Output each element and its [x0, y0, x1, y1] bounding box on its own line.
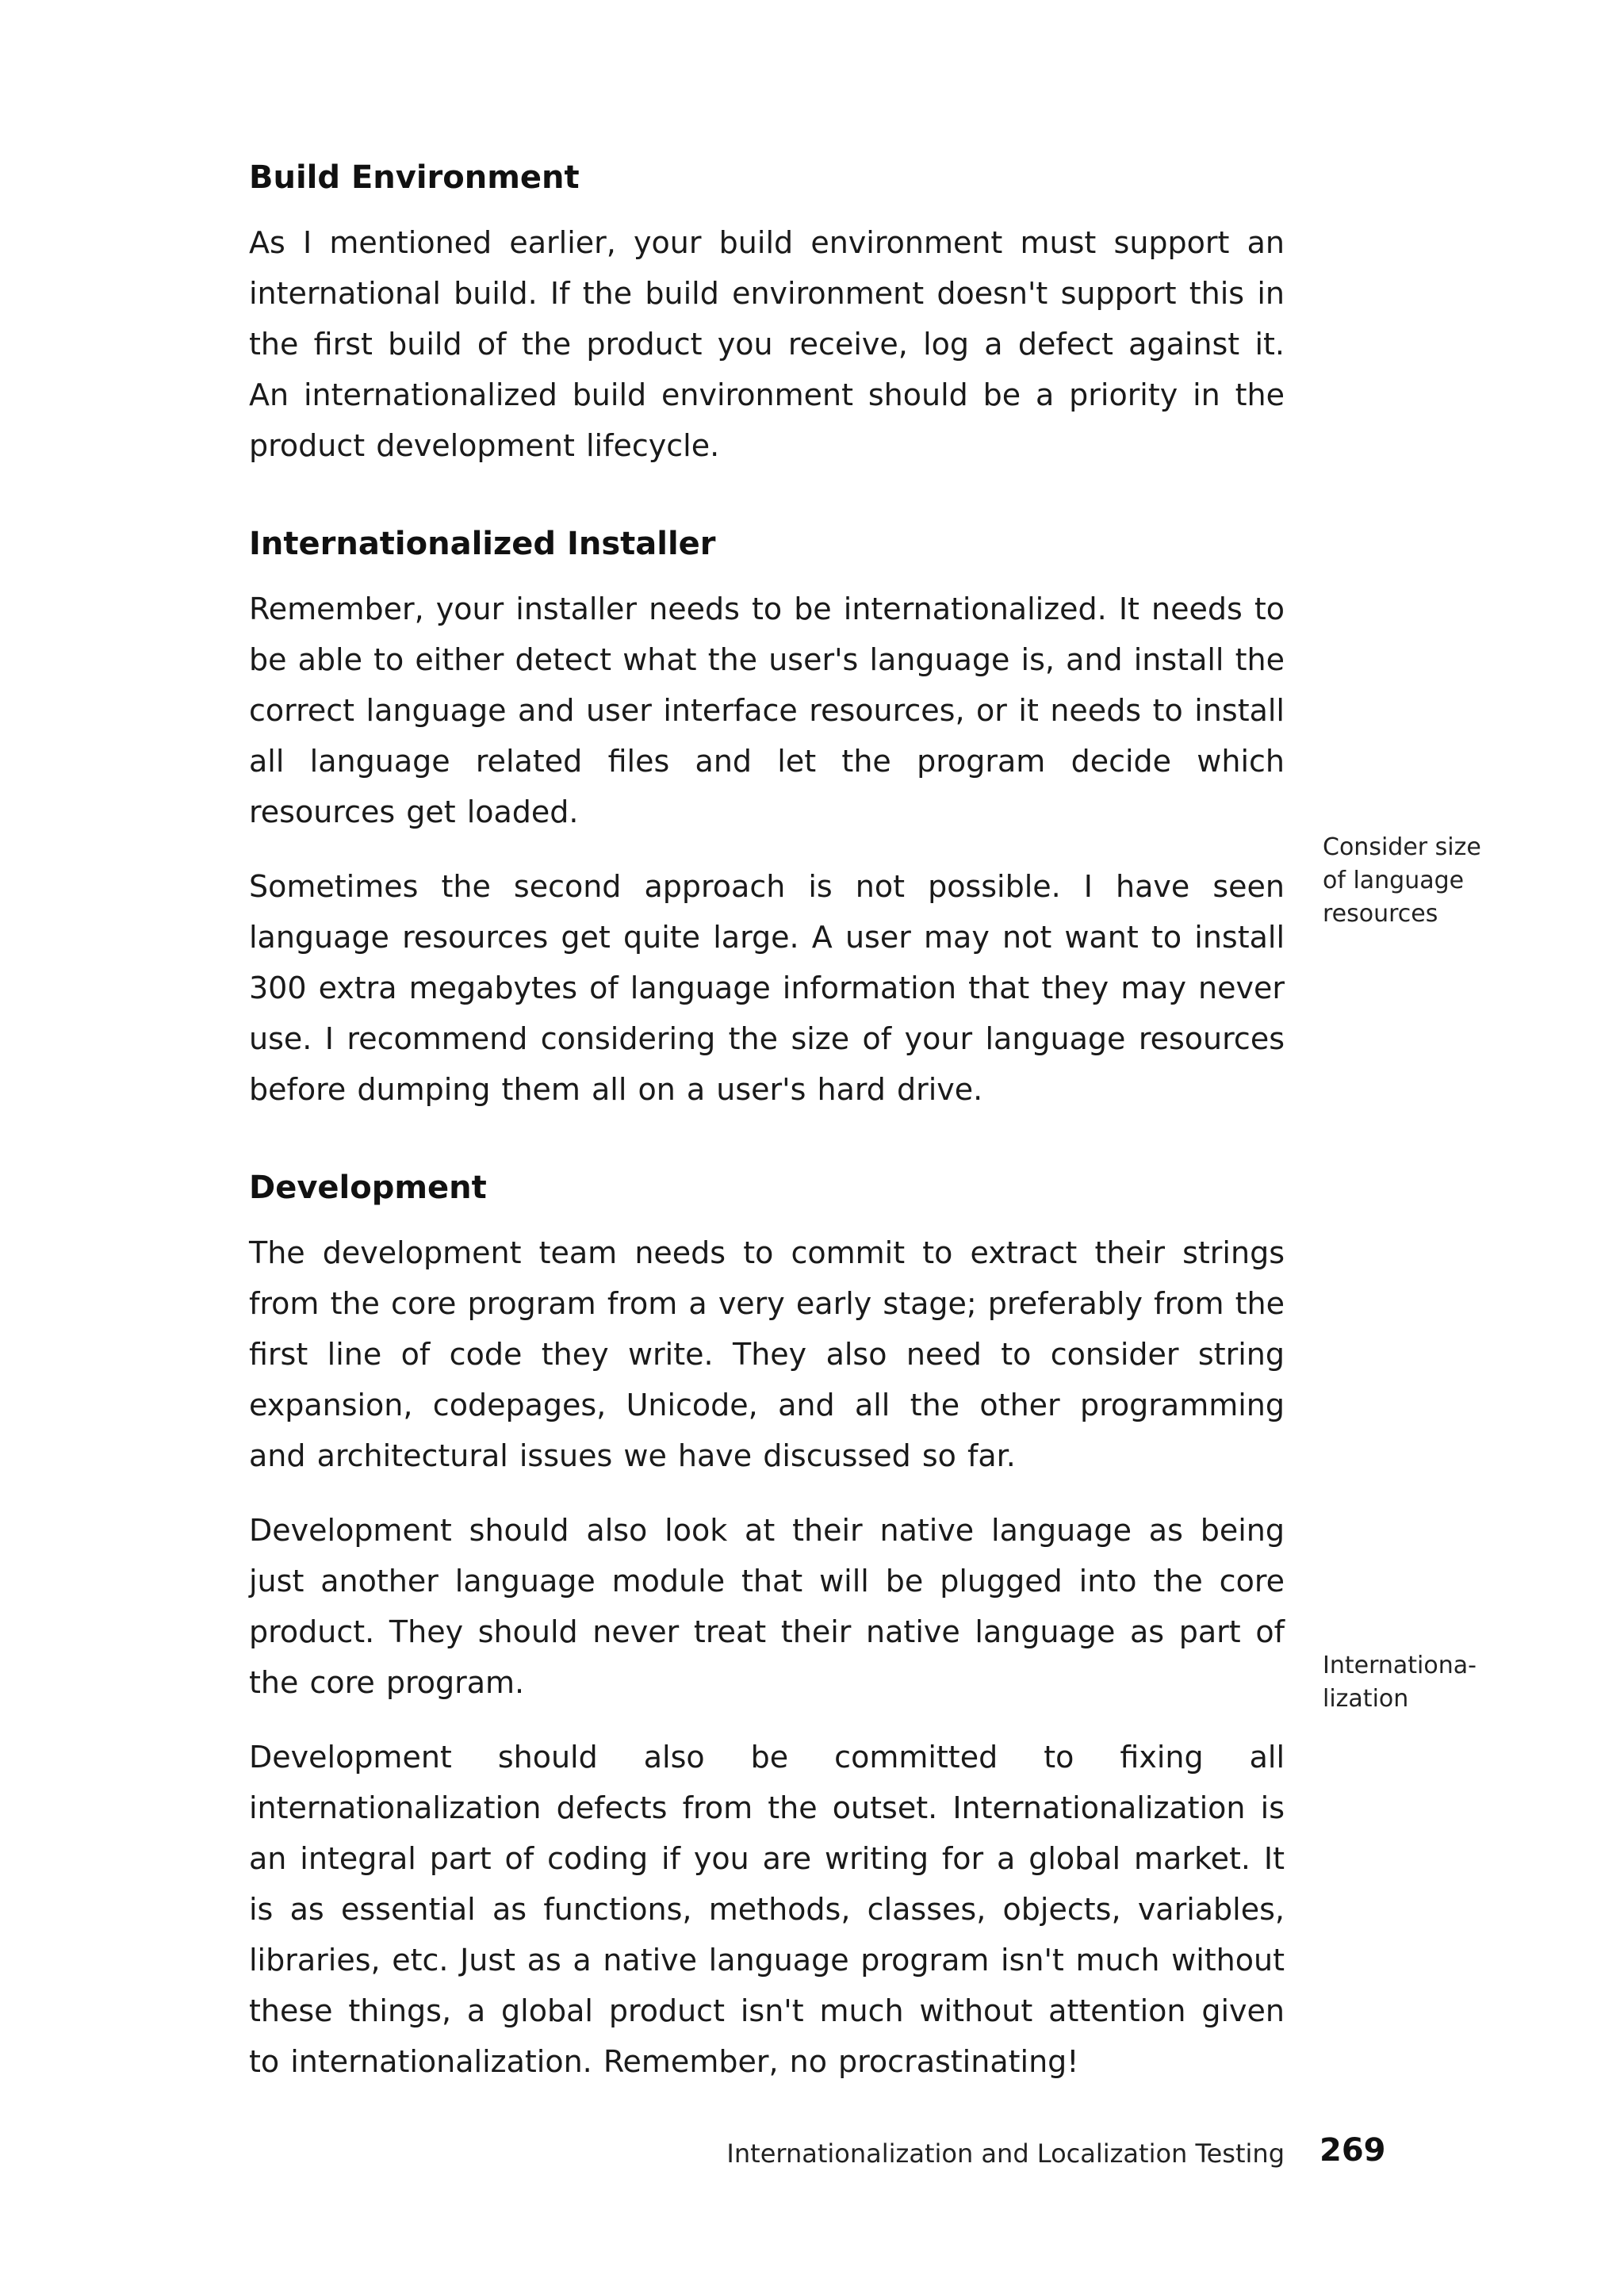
margin-note-line: Consider size: [1323, 833, 1481, 861]
running-footer-title: Internationalization and Localization Testing: [726, 2138, 1285, 2169]
paragraph-installer-2: Sometimes the second approach is not possible. I have seen language resources get quite large. A user may not want to install 300 extra megabytes of language information that they may never use. I recommend considering the size of your language resources before dumping them all on a user's hard drive.: [249, 869, 1285, 1107]
heading-development: Development: [249, 1170, 487, 1206]
margin-note-line: of language: [1323, 867, 1465, 894]
margin-note-line: resources: [1323, 900, 1438, 928]
paragraph-installer-1: Remember, your installer needs to be internationalized. It needs to be able to either detect what the user's language is, and install the correct language and user interface resources, or it needs to install all language related files and let the program decide which resources get loaded.: [249, 592, 1285, 829]
heading-build-environment: Build Environment: [249, 159, 580, 196]
paragraph-development-3: Development should also be committed to fixing all internationalization defects from the outset. Internationalization is an integral part of coding if you are writing for a global market. It is as essential as functions, methods, classes, objects, variables, libraries, etc. Just as a native language program isn't much without these things, a global product isn't much without attention given to internationalization. Remember, no procrastinating!: [249, 1740, 1285, 2079]
paragraph-development-1: The development team needs to commit to extract their strings from the core program from a very early stage; preferably from the first line of code they write. They also need to consider string expansion, codepages, Unicode, and all the other programming and architectural issues we have discussed so far.: [249, 1235, 1285, 1473]
margin-note-line: lization: [1323, 1685, 1409, 1713]
heading-internationalized-installer: Internationalized Installer: [249, 526, 716, 562]
paragraph-development-2: Development should also look at their native language as being just another language module that will be plugged into the core product. They should never treat their native language as part of the core program.: [249, 1513, 1285, 1700]
page-number: 269: [1320, 2132, 1386, 2169]
margin-note-internationalization: [1323, 1649, 1513, 1716]
margin-note-language-resources: [1323, 831, 1513, 931]
margin-note-line: Internationa-: [1323, 1652, 1477, 1679]
main-text-column: [249, 159, 1285, 2111]
paragraph-build-environment-1: As I mentioned earlier, your build environment must support an international build. If the build environment doesn't support this in the first build of the product you receive, log a defect against it. An internationalized build environment should be a priority in the product development lifecycle.: [249, 225, 1285, 463]
